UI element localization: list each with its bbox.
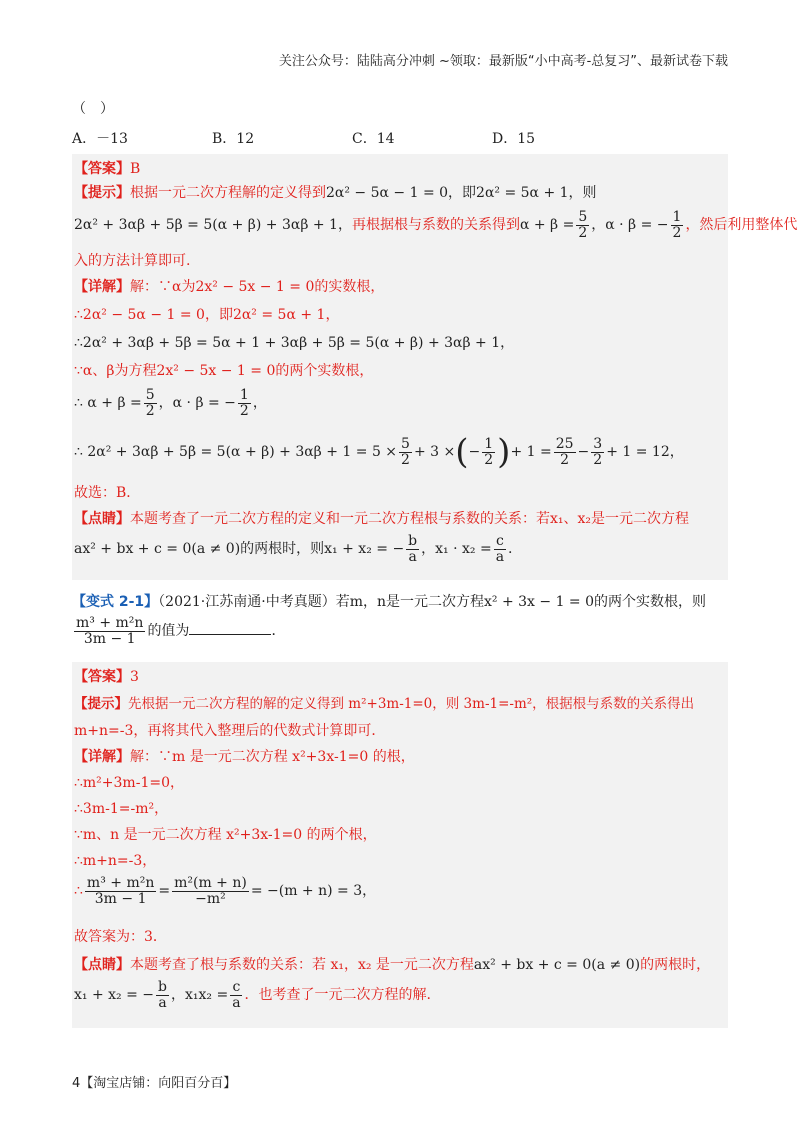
hint-equation: 2α² − 5α − 1 = 0，即2α² = 5α + 1，则 [326, 185, 597, 201]
fraction [230, 980, 242, 1010]
detail-line-4 [74, 360, 726, 388]
detail-line-1 [74, 276, 726, 304]
denominator: −m² [195, 890, 226, 907]
fraction [238, 388, 251, 418]
detail-line-6: ∴ 2α² + 3αβ + 5β = 5(α + β) + 3αβ + 1 = 5 × $\frac{5}{2}$ + 3 ×(− $\frac{1}{2}$ )+ 1 = $\frac{25}{2}$ − $\frac{3}{2}$ + 1 = 12， [74, 432, 684, 472]
math-text: + 1 = [510, 444, 552, 460]
left-paren: ( [455, 432, 469, 472]
math-text: . [508, 541, 513, 558]
solution-block-1 [72, 154, 798, 580]
denominator: a [408, 548, 417, 565]
hint-line-1 [74, 692, 726, 720]
math-text: ，x₁x₂ = [170, 987, 229, 1004]
denominator: 3m − 1 [94, 890, 147, 907]
detail-text: 解：∵m 是一元二次方程 x²+3x-1=0 的根， [130, 749, 415, 765]
denominator: a [232, 994, 241, 1011]
fraction [482, 437, 495, 467]
right-paren: ) [497, 432, 511, 472]
choose-line [74, 476, 726, 504]
fraction [399, 437, 412, 467]
answer-line [74, 158, 726, 182]
detail-text: 解：∵α为2x² − 5x − 1 = 0的实数根， [130, 279, 385, 295]
numerator: m²(m + n) [174, 875, 247, 891]
fraction [554, 437, 576, 467]
option-a: A．－13 [72, 131, 128, 147]
hint-line-2 [74, 720, 726, 746]
result-text: 故答案为：3． [74, 929, 167, 945]
fraction [671, 210, 684, 240]
answer-blank [189, 622, 271, 635]
hint2-text: 再根据根与系数的关系得到 [351, 217, 520, 234]
numerator: 25 [555, 435, 574, 452]
variant-line-2 [72, 616, 728, 656]
options-row [72, 128, 728, 148]
page-content [72, 92, 798, 1028]
hint2-sum: α + β = [519, 217, 575, 234]
hint2-equation: 2α² + 3αβ + 5β = 5(α + β) + 3αβ + 1， [74, 217, 352, 234]
detail-line-3 [74, 332, 726, 360]
math-text: + 3 × [413, 444, 456, 460]
denominator: 2 [401, 451, 410, 468]
comment-text: 本题考查了根与系数的关系：若 x₁，x₂ 是一元二次方程 [130, 957, 474, 973]
detail-line-3 [74, 798, 726, 824]
numerator: 5 [578, 209, 588, 225]
detail-text: ∴2α² + 3αβ + 5β = 5α + 1 + 3αβ + 5β = 5(α + β) + 3αβ + 1， [74, 335, 515, 351]
variant-text: m，n是一元二次方程x² + 3x − 1 = 0的两个实数根，则 [349, 594, 707, 610]
numerator: c [495, 533, 504, 549]
fraction [156, 980, 169, 1010]
comment-line-1 [74, 504, 726, 534]
answer-value: 3 [130, 669, 139, 685]
numerator: 1 [239, 387, 249, 403]
numerator: m³ + m²n [76, 615, 144, 631]
numerator: m³ + m²n [86, 875, 155, 891]
detail-tag: 【详解】 [74, 749, 130, 765]
variant-text: ． [271, 623, 286, 640]
math-text: ax² + bx + c = 0(a ≠ 0)的两根时，则x₁ + x₂ = − [74, 541, 405, 558]
solution-block-2 [72, 662, 728, 1028]
comment-line-2 [74, 534, 726, 574]
numerator: 5 [145, 387, 155, 403]
math-text: − [577, 444, 590, 460]
denominator: 2 [560, 451, 570, 468]
comment-text: 本题考查了一元二次方程的定义和一元二次方程根与系数的关系：若x₁、x₂是一元二次方程 [130, 511, 690, 527]
math-text: = [158, 883, 171, 900]
detail-tag: 【详解】 [74, 279, 130, 295]
hint-line-2 [74, 209, 798, 250]
hint-line-1 [74, 182, 726, 210]
fraction [591, 437, 604, 467]
page-footer: 4【淘宝店铺：向阳百分百】 [72, 1076, 237, 1091]
page-header: 关注公众号：陆陆高分冲刺 ~领取：最新版“小中高考-总复习”、最新试卷下载 [278, 54, 728, 69]
detail-text: ∴m²+3m-1=0， [74, 775, 184, 791]
numerator: 5 [401, 435, 410, 452]
hint-tag: 【提示】 [74, 185, 130, 201]
answer-tag: 【答案】 [74, 669, 130, 685]
math-text: ∴ α + β = [74, 395, 142, 412]
math-text: ， [252, 395, 267, 412]
detail-line-2 [74, 304, 726, 332]
math-text: ，x₁ · x₂ = [421, 541, 492, 558]
numerator: b [158, 979, 167, 995]
fraction [144, 388, 157, 418]
math-text: ∴ 2α² + 3αβ + 5β = 5(α + β) + 3αβ + 1 = 5 × [74, 444, 398, 460]
comment-text: ．也考查了一元二次方程的解. [244, 987, 431, 1004]
detail-text: ∴3m-1=-m²， [74, 801, 169, 817]
hint3-text: 入的方法计算即可. [74, 253, 191, 269]
denominator: 2 [593, 451, 603, 468]
hint-line-3 [74, 250, 726, 276]
math-text: ax² + bx + c = 0(a ≠ 0) [473, 957, 641, 973]
result-line [74, 922, 726, 950]
choose-text: 故选：B． [74, 485, 141, 501]
numerator: c [232, 979, 241, 995]
detail-text: ∴2α² − 5α − 1 = 0，即2α² = 5α + 1， [74, 307, 340, 323]
answer-line [74, 666, 726, 692]
denominator: 2 [145, 402, 155, 419]
detail-line-6 [74, 876, 726, 922]
detail-line-5 [74, 388, 726, 428]
comment-tag: 【点睛】 [74, 511, 130, 527]
comment-line-1 [74, 950, 726, 980]
fraction [576, 210, 589, 240]
numerator: 3 [593, 435, 603, 452]
numerator: b [408, 533, 418, 549]
denominator: a [495, 548, 505, 565]
detail-line-2 [74, 772, 726, 798]
variant-text: 的值为 [147, 623, 190, 640]
denominator: 2 [672, 224, 682, 241]
hint2-tail: ，然后利用整体代 [685, 217, 798, 234]
detail-text: ∵m、n 是一元二次方程 x²+3x-1=0 的两个根， [74, 827, 377, 843]
detail-line-5 [74, 850, 726, 876]
hint-text: 先根据一元二次方程的解的定义得到 m²+3m-1=0，则 3m-1=-m²，根据根与系数的关系得出 [128, 696, 695, 712]
hint-tag: 【提示】 [74, 696, 128, 712]
comment-line-2 [74, 980, 726, 1022]
numerator: 1 [672, 209, 682, 225]
answer-tag: 【答案】 [74, 161, 130, 177]
math-text: ∴ [74, 883, 83, 900]
math-text: ，α · β = − [158, 395, 236, 412]
option-c: C．14 [352, 131, 395, 147]
fraction [172, 876, 249, 906]
paren-text: （ ） [72, 101, 114, 117]
math-text: = −(m + n) = 3， [250, 883, 377, 900]
fraction [494, 534, 506, 564]
denominator: 3m − 1 [83, 630, 136, 647]
variant-line-1 [72, 588, 728, 616]
question-paren [72, 98, 728, 118]
detail-line-1 [74, 746, 726, 772]
numerator: 1 [484, 435, 494, 452]
fraction [406, 534, 419, 564]
fraction [85, 876, 156, 906]
hint2-product: ，α · β = − [591, 217, 669, 234]
comment-text: 的两根时， [640, 957, 711, 973]
answer-value: B [130, 161, 141, 177]
denominator: 2 [578, 224, 588, 241]
math-text: + 1 = 12， [606, 444, 684, 460]
option-b: B．12 [212, 131, 255, 147]
detail-text: ∵α、β为方程2x² − 5x − 1 = 0的两个实数根， [74, 363, 374, 379]
denominator: 2 [484, 451, 494, 468]
hint-text: m+n=-3，再将其代入整理后的代数式计算即可． [74, 723, 386, 739]
math-text: x₁ + x₂ = − [74, 987, 155, 1004]
variant-source: （2021·江苏南通·中考真题）若 [158, 594, 350, 610]
denominator: 2 [239, 402, 249, 419]
denominator: a [158, 994, 167, 1011]
comment-tag: 【点睛】 [74, 957, 130, 973]
detail-line-4 [74, 824, 726, 850]
option-d: D．15 [492, 131, 536, 147]
fraction [74, 616, 145, 646]
hint-text: 根据一元二次方程解的定义得到 [130, 185, 326, 201]
variant-tag: 【变式 2-1】 [72, 594, 159, 610]
detail-text: ∴m+n=-3， [74, 853, 157, 869]
